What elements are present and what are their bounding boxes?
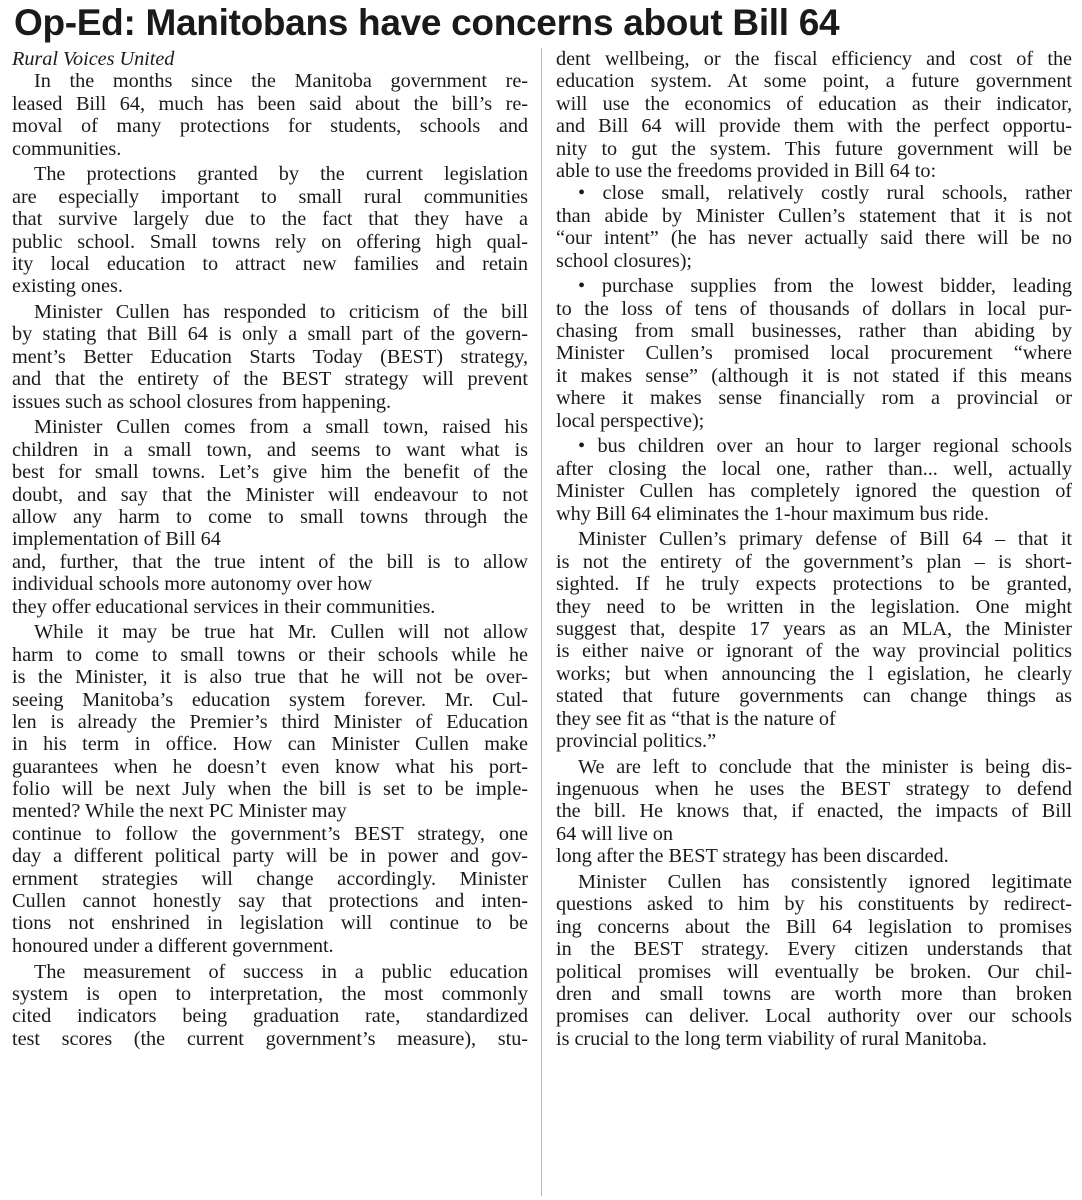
text-line: ment’s Better Education Starts Today (BEST) strategy, (12, 345, 528, 368)
text-line: able to use the freedoms provided in Bill 64 to: (556, 159, 937, 182)
text-line: tions not enshrined in legislation will continue to be (12, 912, 528, 935)
text-line: and, further, that the true intent of the bill is to allow (12, 550, 528, 573)
text-line: individual schools more autonomy over how (12, 573, 373, 596)
text-line: Minister Cullen’s primary defense of Bill 64 – that it (578, 528, 1072, 551)
text-line: The protections granted by the current legislation (34, 163, 528, 186)
text-line: Cullen cannot honestly say that protections and inten- (12, 890, 528, 913)
text-line: Minister Cullen’s promised local procurement “where (556, 342, 1072, 365)
text-line: While it may be true hat Mr. Cullen will not allow (34, 621, 528, 644)
text-line: are especially important to small rural communities (12, 185, 528, 208)
text-line: will use the economics of education as their indicator, (556, 92, 1072, 115)
text-line: In the months since the Manitoba government re- (34, 70, 528, 93)
text-line: local perspective); (556, 409, 705, 432)
text-line: is either naive or ignorant of the way provincial politics (556, 640, 1072, 663)
text-line: political promises will eventually be broken. Our chil- (556, 960, 1072, 983)
text-line: in his term in office. How can Minister Cullen make (12, 733, 528, 756)
article-column-left (12, 48, 528, 1050)
text-line: public school. Small towns rely on offering high qual- (12, 230, 528, 253)
text-line: best for small towns. Let’s give him the benefit of the (12, 461, 528, 484)
text-line: than abide by Minister Cullen’s statement that it is not (556, 204, 1072, 227)
text-line: they need to be written in the legislation. One might (556, 595, 1072, 618)
article-headline: Op-Ed: Manitobans have concerns about Bill 64 (14, 2, 840, 43)
text-line: nity to gut the system. This future government will be (556, 137, 1072, 160)
text-line: and Bill 64 will provide them with the perfect opportu- (556, 115, 1072, 138)
text-line: is crucial to the long term viability of rural Manitoba. (556, 1027, 987, 1050)
text-line: moval of many protections for students, schools and (12, 115, 528, 138)
text-line: Minister Cullen has completely ignored the question of (556, 480, 1072, 503)
text-line: by stating that Bill 64 is only a small part of the govern- (12, 323, 528, 346)
text-line: honoured under a different government. (12, 934, 334, 957)
text-line: len is already the Premier’s third Minister of Education (12, 710, 528, 733)
text-line: allow any harm to come to small towns through the (12, 505, 528, 528)
text-line: promises can deliver. Local authority over our schools (556, 1005, 1072, 1028)
text-line: The measurement of success in a public education (34, 960, 528, 983)
column-divider (541, 48, 542, 1196)
text-line: continue to follow the government’s BEST strategy, one (12, 822, 528, 845)
text-line: existing ones. (12, 275, 123, 298)
text-line: communities. (12, 137, 122, 160)
text-line: where it makes sense financially rom a provincial or (556, 387, 1072, 410)
text-line: We are left to conclude that the minister is being dis- (578, 755, 1072, 778)
text-line: seeing Manitoba’s education system forever. Mr. Cul- (12, 688, 528, 711)
text-line: why Bill 64 eliminates the 1-hour maximum bus ride. (556, 502, 989, 525)
article-byline: Rural Voices United (12, 48, 175, 70)
text-line: and that the entirety of the BEST strategy will prevent (12, 368, 528, 391)
text-line: they see fit as “that is the nature of (556, 707, 836, 730)
text-line: the bill. He knows that, if enacted, the impacts of Bill (556, 800, 1072, 823)
text-line: Minister Cullen has consistently ignored legitimate (578, 871, 1072, 894)
text-line: doubt, and say that the Minister will endeavour to not (12, 483, 528, 506)
text-line: folio will be next July when the bill is set to be imple- (12, 778, 528, 801)
text-line: questions asked to him by his constituents by redirect- (556, 893, 1072, 916)
text-line: they offer educational services in their communities. (12, 595, 436, 618)
text-line: leased Bill 64, much has been said about the bill’s re- (12, 92, 528, 115)
text-line: sighted. If he truly expects protections to be granted, (556, 573, 1072, 596)
text-line: “our intent” (he has never actually said there will be no (556, 227, 1072, 250)
text-line: • close small, relatively costly rural schools, rather (578, 182, 1072, 205)
text-line: ing concerns about the Bill 64 legislation to promises (556, 915, 1072, 938)
text-line: suggest that, despite 17 years as an MLA, the Minister (556, 617, 1072, 640)
text-line: mented? While the next PC Minister may (12, 800, 347, 823)
text-line: is not the entirety of the government’s plan – is short- (556, 550, 1072, 573)
text-line: ernment strategies will change accordingly. Minister (12, 867, 528, 890)
text-line: harm to come to small towns or their schools while he (12, 643, 528, 666)
text-line: chasing from small businesses, rather than abiding by (556, 320, 1072, 343)
text-line: to the loss of tens of thousands of dollars in local pur- (556, 297, 1072, 320)
text-line: that survive largely due to the fact that they have a (12, 208, 528, 231)
text-line: long after the BEST strategy has been discarded. (556, 845, 949, 868)
text-line: implementation of Bill 64 (12, 528, 221, 551)
text-line: • bus children over an hour to larger regional schools (578, 435, 1072, 458)
text-line: cited indicators being graduation rate, standardized (12, 1005, 528, 1028)
text-line: day a different political party will be in power and gov- (12, 845, 528, 868)
text-line: dren and small towns are worth more than broken (556, 982, 1072, 1005)
text-line: ity local education to attract new families and retain (12, 252, 528, 275)
text-line: provincial politics.” (556, 729, 717, 752)
text-line: test scores (the current government’s measure), stu- (12, 1027, 528, 1050)
text-line: school closures); (556, 249, 693, 272)
text-line: children in a small town, and seems to want what is (12, 438, 528, 461)
text-line: is the Minister, it is also true that he will not be over- (12, 666, 528, 689)
text-line: system is open to interpretation, the most commonly (12, 982, 528, 1005)
text-line: issues such as school closures from happening. (12, 390, 392, 413)
text-line: in the BEST strategy. Every citizen understands that (556, 938, 1072, 961)
text-line: Minister Cullen has responded to criticism of the bill (34, 301, 528, 324)
text-line: guarantees when he doesn’t even know what his port- (12, 755, 528, 778)
text-line: 64 will live on (556, 822, 673, 845)
text-line: stated that future governments can change things as (556, 685, 1072, 708)
text-line: • purchase supplies from the lowest bidder, leading (578, 275, 1072, 298)
text-line: works; but when announcing the l egislation, he clearly (556, 662, 1072, 685)
article-column-right (556, 48, 1072, 1050)
text-line: after closing the local one, rather than... well, actually (556, 457, 1072, 480)
text-line: ingenuous when he uses the BEST strategy to defend (556, 778, 1072, 801)
text-line: Minister Cullen comes from a small town, raised his (34, 416, 528, 439)
text-line: dent wellbeing, or the fiscal efficiency and cost of the (556, 48, 1072, 70)
text-line: it makes sense” (although it is not stated if this means (556, 364, 1072, 387)
text-line: education system. At some point, a future government (556, 70, 1072, 93)
